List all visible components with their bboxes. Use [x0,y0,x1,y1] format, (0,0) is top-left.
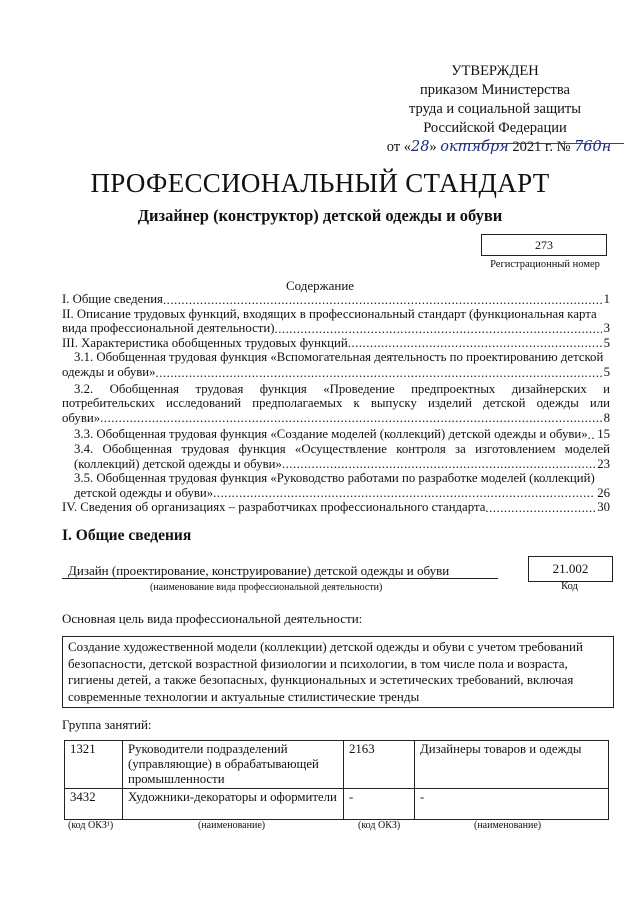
activity-code: 21.002 [528,556,613,582]
occupation-name-cell: Дизайнеры товаров и одежды [415,741,609,789]
date-year: 2021 г. № [508,139,575,155]
toc-entry-wrap[interactable]: 3.2. Обобщенная трудовая функция «Проведение предпроектных дизайнерских и потребительских исследований предполагаемых к выпуску изделий детской одежды или обуви» ..... 8 [62,382,610,426]
toc-entry[interactable]: I. Общие сведения ..... 1 [62,292,610,307]
toc-entry-line: потребительских исследований предполагаемых к выпуску изделий детской одежды или [62,396,610,411]
document-title: ПРОФЕССИОНАЛЬНЫЙ СТАНДАРТ [90,168,550,198]
toc-entry-line: 3.5. Обобщенная трудовая функция «Руководство работами по разработке моделей (коллекций) [74,471,595,486]
okz-code-cell: 2163 [344,741,415,789]
table-row [65,741,609,789]
okz-code-cell: 1321 [65,741,123,789]
okz-code-cell: 3432 [65,789,123,820]
activity-kind: Дизайн (проектирование, конструирование) детской одежды и обуви [68,563,450,578]
toc-entry[interactable]: III. Характеристика обобщенных трудовых функций ..... 5 [62,336,610,351]
toc-entry-line: 3.2. Обобщенная трудовая функция «Проведение предпроектных дизайнерских и [74,381,610,396]
caption-okz-code: (код ОКЗ) [358,820,401,831]
date-month: октября [440,139,509,155]
approval-line: труда и социальной защиты [409,101,581,117]
occupation-name-cell: Руководители подразделений (управляющие) в обрабатывающей промышленности [123,741,344,789]
approval-line: приказом Министерства [420,82,570,98]
toc-entry-wrap[interactable]: 3.4. Обобщенная трудовая функция «Осуществление контроля за изготовлением моделей (коллекций) детской одежды и обуви» ..... 23 [62,442,610,471]
toc-entry-wrap[interactable]: II. Описание трудовых функций, входящих в профессиональный стандарт (функциональная карта вида профессиональной деятельности) ..... 3 [62,307,610,336]
registration-number: 273 [481,234,607,256]
toc-entry[interactable]: 3.3. Обобщенная трудовая функция «Создание моделей (коллекций) детской одежды и обуви» ..... 15 [62,427,610,442]
activity-underline [62,578,498,579]
toc-entry-line: II. Описание трудовых функций, входящих в профессиональный стандарт (функциональная карта [62,306,597,321]
approval-line: Российской Федерации [423,120,567,136]
date-day: 28 [410,139,430,155]
document-subtitle: Дизайнер (конструктор) детской одежды и обуви [137,206,503,225]
registration-caption: Регистрационный номер [490,259,600,270]
goal-label: Основная цель вида профессиональной деятельности: [62,611,363,626]
goal-text: Создание художественной модели (коллекции) детской одежды и обуви с учетом требований безопасности, детской возрастной физиологии и психологии, в том числе пола и возраста, гигиены детей, а также безопасных, функциональных и эстетических требований, включая современные технологии и актуальные стилистические тренды [62,636,614,708]
activity-caption: (наименование вида профессиональной деятельности) [150,582,383,593]
order-number: 760н [574,139,612,155]
group-label: Группа занятий: [62,717,152,732]
date-underline [458,143,624,144]
caption-name: (наименование) [198,820,266,831]
toc-entry-line: 3.4. Обобщенная трудовая функция «Осуществление контроля за изготовлением моделей [74,441,610,456]
table-of-contents [62,292,610,515]
toc-heading: Содержание [285,278,355,293]
approval-status: УТВЕРЖДЕН [451,63,539,79]
approval-date-line [368,138,630,157]
date-mid: » [429,139,441,155]
occupation-name-cell: Художники-декораторы и оформители [123,789,344,820]
caption-okz-code: (код ОКЗ¹) [68,820,114,831]
toc-entry[interactable]: IV. Сведения об организациях – разработчиках профессионального стандарта ..... 30 [62,500,610,515]
okz-code-cell: - [344,789,415,820]
code-caption: Код [561,581,578,592]
occupation-name-cell: - [415,789,609,820]
toc-entry-line: 3.1. Обобщенная трудовая функция «Вспомогательная деятельность по проектированию детской [74,350,604,365]
table-row [65,789,609,820]
occupation-table [64,740,609,820]
caption-name: (наименование) [474,820,542,831]
toc-entry-wrap[interactable]: 3.1. Обобщенная трудовая функция «Вспомогательная деятельность по проектированию детской одежды и обуви» ..... 5 [62,350,610,379]
date-prefix: от « [386,139,411,155]
section-heading: I. Общие сведения [62,527,192,544]
toc-entry-wrap[interactable]: 3.5. Обобщенная трудовая функция «Руководство работами по разработке моделей (коллекций) детской одежды и обуви» ..... 26 [62,471,610,500]
